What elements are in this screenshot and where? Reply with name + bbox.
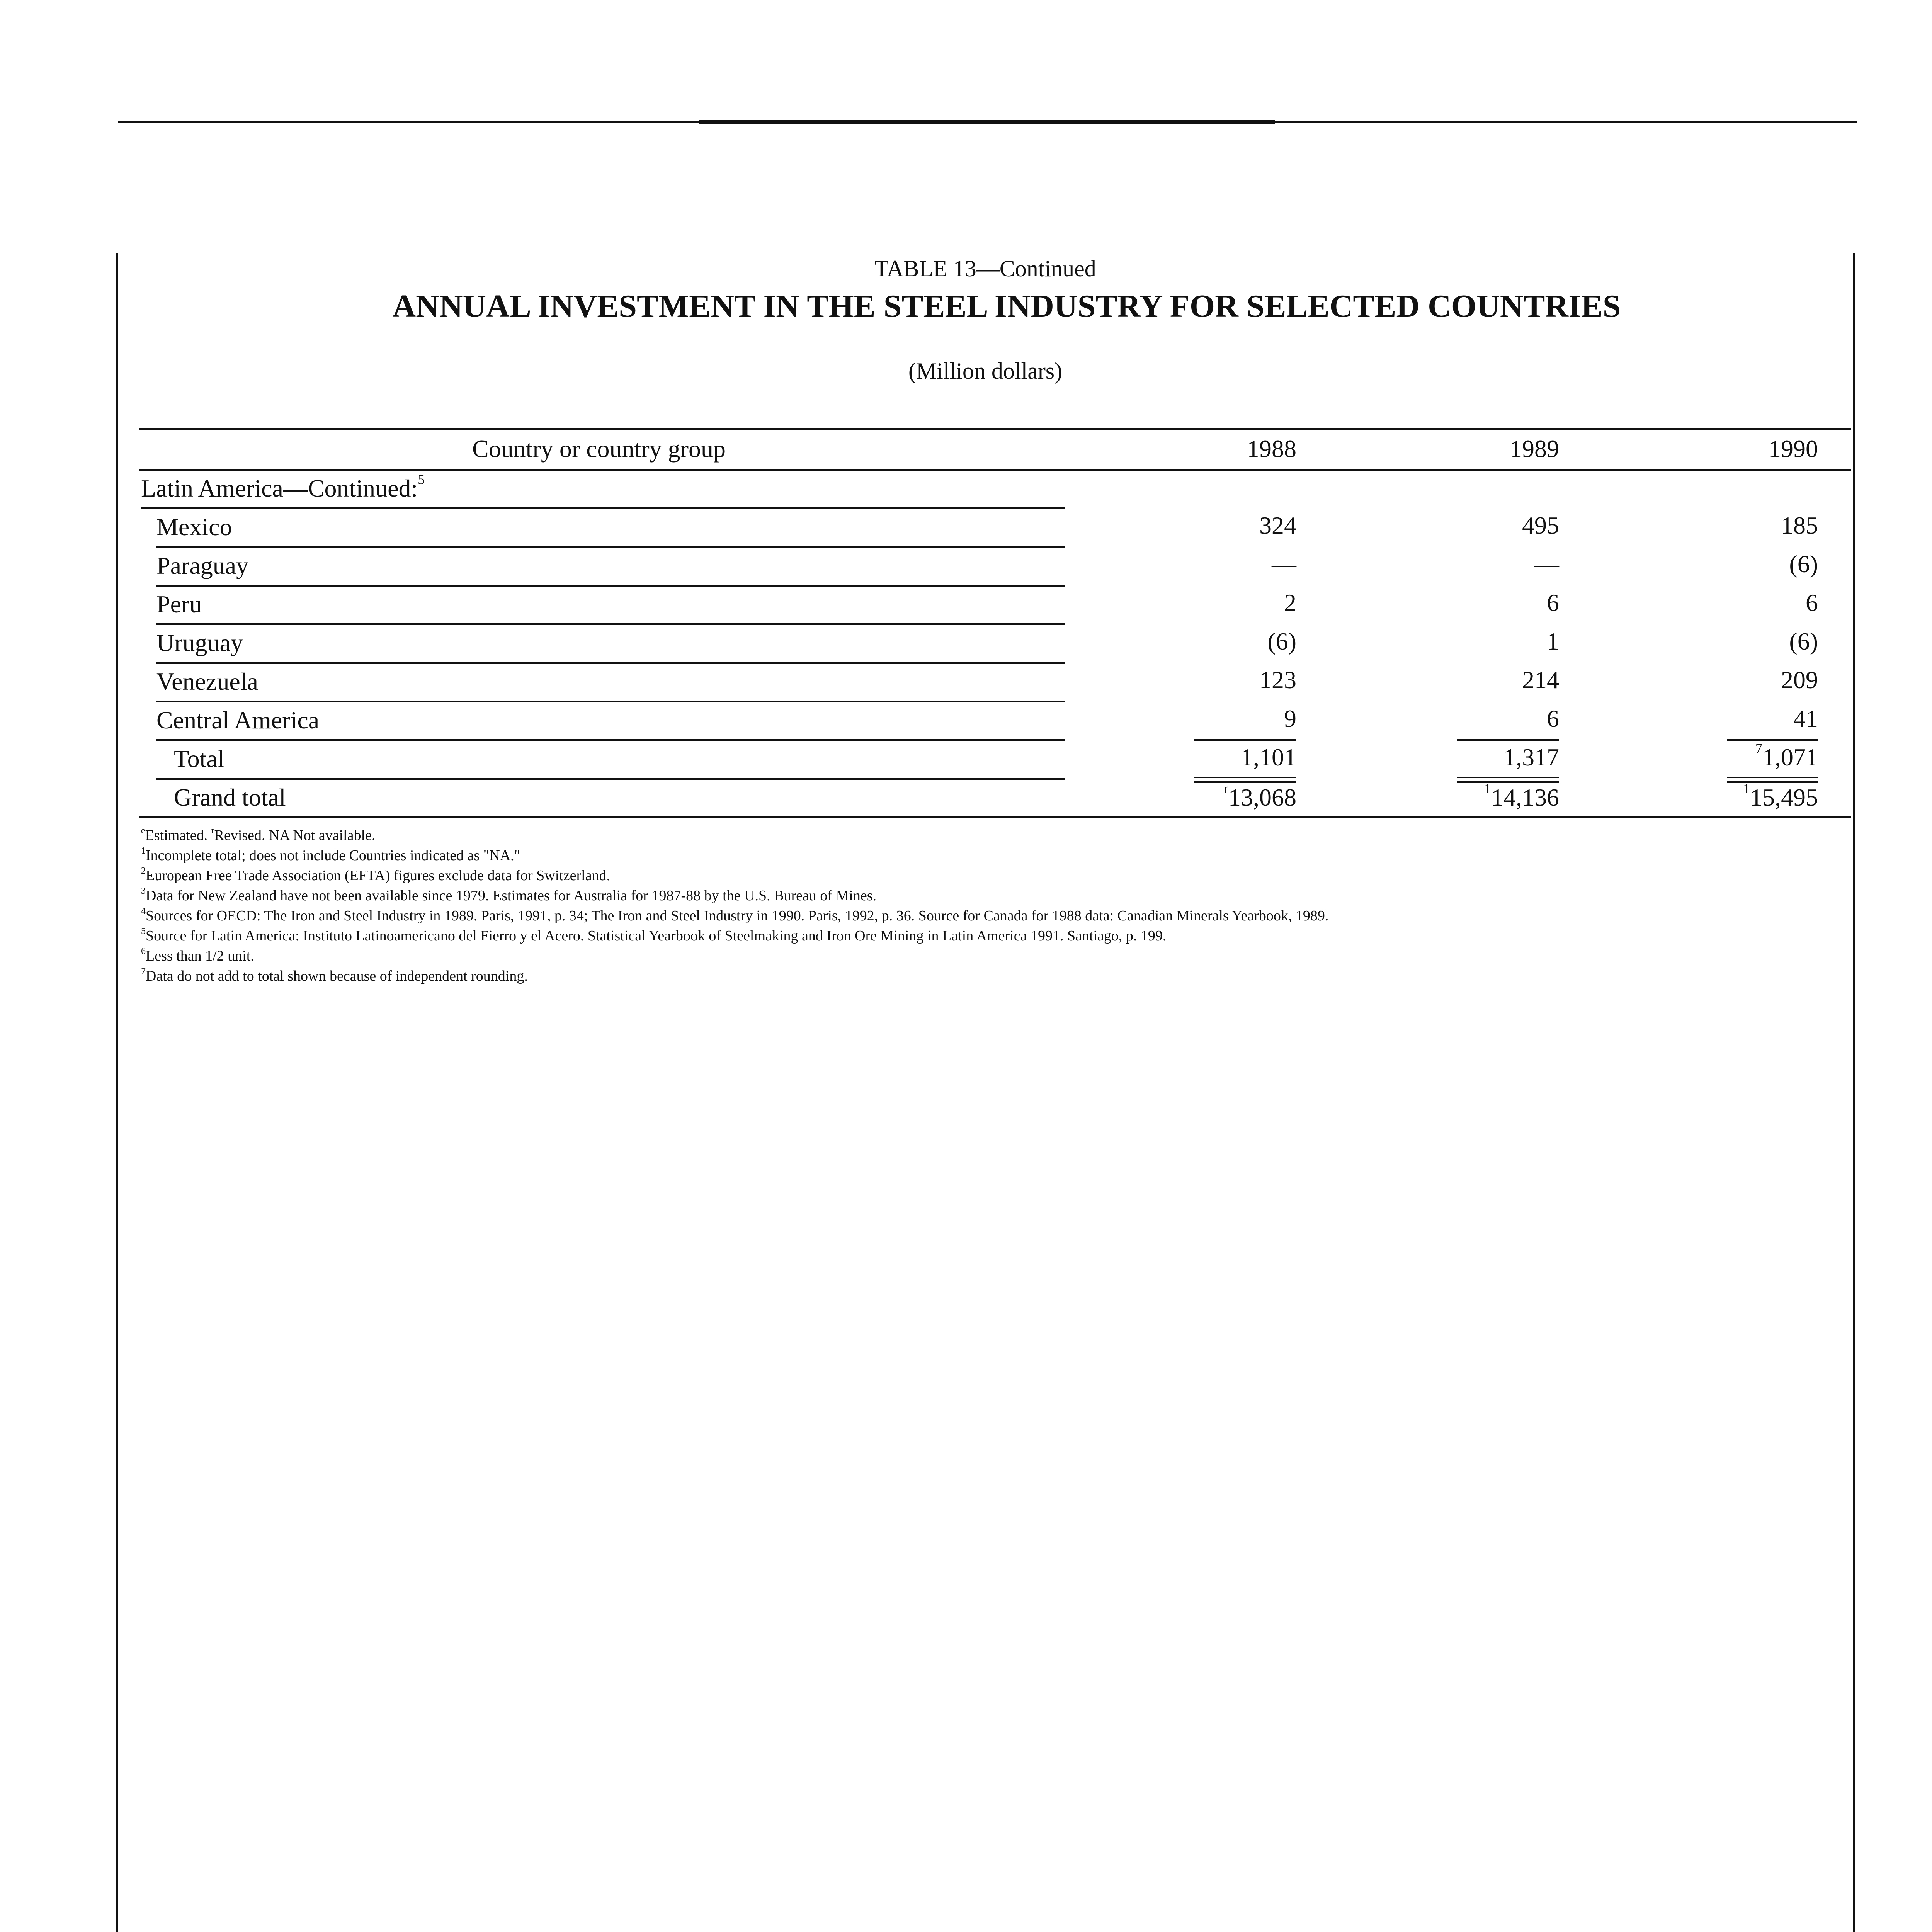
section-label: Latin America—Continued:$^5$ (141, 471, 425, 502)
table-title: ANNUAL INVESTMENT IN THE STEEL INDUSTRY FOR SELECTED COUNTRIES (392, 288, 1621, 324)
footnote-4: $^4$Sources for OECD: The Iron and Steel Industry in 1989. Paris, 1991, p. 34; The Iron and Steel Industry in 1990. Paris, 1992, p. 36. Source for Canada for 1988 data: Canadian Minerals Yearbook, 1989. (141, 906, 1329, 924)
total-1990-note-mark: 7 (1755, 740, 1762, 756)
cell-venezuela-1990: 209 (1781, 666, 1818, 694)
row-rule (156, 778, 1065, 780)
row-rule (156, 701, 1065, 702)
grand-total-1988-note-mark: r (1224, 781, 1228, 796)
row-rule (156, 739, 1065, 741)
subtotal-rule-1989 (1457, 739, 1559, 741)
left-border (116, 253, 118, 1932)
subtotal-rule-1988 (1194, 739, 1296, 741)
cell-uruguay-1989: 1 (1547, 628, 1559, 655)
grand-total-1989-note-mark: 1 (1484, 781, 1491, 796)
cell-uruguay-1988: (6) (1267, 628, 1296, 655)
cell-central-america-1990: 41 (1793, 705, 1818, 732)
grand-total-label: Grand total (174, 784, 286, 811)
cell-paraguay-1990: (6) (1789, 550, 1818, 578)
row-label-venezuela: Venezuela (156, 668, 258, 695)
footnote-estimated-revised: $^e$Estimated. $^r$Revised. NA Not available. (141, 826, 376, 844)
table-caption: TABLE 13—Continued (874, 256, 1096, 281)
cell-mexico-1990: 185 (1781, 512, 1818, 539)
row-rule (141, 507, 1065, 509)
unit-note: (Million dollars) (908, 358, 1063, 384)
row-label-paraguay: Paraguay (156, 552, 249, 579)
grand-total-1990-note-mark: 1 (1743, 781, 1750, 796)
footnote-3: $^3$Data for New Zealand have not been available since 1979. Estimates for Australia for 1987-88 by the U.S. Bureau of Mines. (141, 886, 877, 904)
cell-total-1990: $^7$1,071 (1755, 740, 1818, 771)
row-label-peru: Peru (156, 590, 202, 618)
row-rule (156, 585, 1065, 587)
row-rule (156, 662, 1065, 664)
cell-venezuela-1988: 123 (1259, 666, 1296, 694)
cell-peru-1990: 6 (1806, 589, 1818, 616)
cell-total-1989: 1,317 (1503, 743, 1559, 771)
footnote-5: $^5$Source for Latin America: Instituto Latinoamericano del Fierro y el Acero. Statistical Yearbook of Steelmaking and Iron Ore Mining in Latin America 1991. Santiago, p. 199. (141, 926, 1167, 944)
cell-central-america-1988: 9 (1284, 705, 1296, 732)
footnote-2: $^2$European Free Trade Association (EFTA) figures exclude data for Switzerland. (141, 866, 611, 884)
section-note-mark: 5 (418, 471, 425, 487)
top-rule-thick (699, 120, 1275, 124)
table-bottom-rule (139, 816, 1851, 818)
total-label: Total (174, 745, 224, 772)
column-header-1990: 1990 (1769, 435, 1818, 463)
total-double-rule-1989 (1457, 777, 1559, 778)
cell-grand-total-1989: $^1$14,136 (1484, 781, 1559, 811)
cell-peru-1989: 6 (1547, 589, 1559, 616)
row-rule (156, 546, 1065, 548)
cell-peru-1988: 2 (1284, 589, 1296, 616)
cell-mexico-1988: 324 (1259, 512, 1296, 539)
row-rule (156, 623, 1065, 625)
cell-mexico-1989: 495 (1522, 512, 1559, 539)
row-label-uruguay: Uruguay (156, 629, 243, 656)
total-double-rule-1988 (1194, 777, 1296, 778)
column-header-1989: 1989 (1510, 435, 1559, 463)
footnote-7: $^7$Data do not add to total shown because of independent rounding. (141, 966, 528, 984)
cell-paraguay-1988: — (1272, 550, 1296, 578)
header-bottom-rule (139, 469, 1851, 471)
cell-paraguay-1989: — (1534, 550, 1559, 578)
right-border (1853, 253, 1855, 1932)
header-top-rule (139, 428, 1851, 430)
cell-grand-total-1990: $^1$15,495 (1743, 781, 1818, 811)
row-label-mexico: Mexico (156, 513, 232, 541)
row-label-central-america: Central America (156, 706, 320, 734)
column-header-1988: 1988 (1247, 435, 1296, 463)
subtotal-rule-1990 (1727, 739, 1818, 741)
cell-central-america-1989: 6 (1547, 705, 1559, 732)
cell-grand-total-1988: $^r$13,068 (1224, 781, 1296, 811)
column-header-country: Country or country group (472, 435, 726, 463)
total-double-rule-1990 (1727, 777, 1818, 778)
cell-uruguay-1990: (6) (1789, 628, 1818, 655)
cell-total-1988: 1,101 (1241, 743, 1296, 771)
cell-venezuela-1989: 214 (1522, 666, 1559, 694)
footnote-6: $^6$Less than 1/2 unit. (141, 946, 254, 964)
footnote-1: $^1$Incomplete total; does not include Countries indicated as "NA." (141, 846, 520, 864)
